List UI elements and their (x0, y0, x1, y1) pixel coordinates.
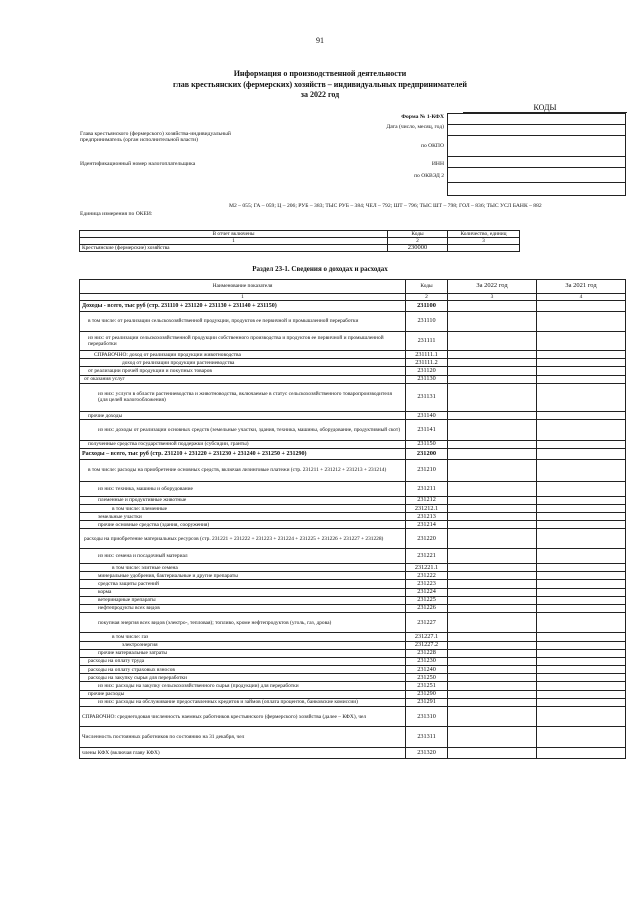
row-value-2021[interactable] (537, 412, 626, 420)
row-value-2022[interactable] (448, 521, 537, 529)
row-indicator-name: СПРАВОЧНО: доход от реализации продукции животноводства (80, 351, 406, 359)
report-header-qty: Количество, единиц (448, 231, 520, 238)
row-value-2021[interactable] (537, 682, 626, 690)
row-code: 231227.1 (406, 633, 448, 641)
table-row (80, 448, 626, 459)
row-value-2022[interactable] (448, 448, 537, 459)
row-value-2022[interactable] (448, 682, 537, 690)
row-value-2021[interactable] (537, 367, 626, 375)
row-value-2021[interactable] (537, 588, 626, 596)
row-value-2021[interactable] (537, 301, 626, 312)
okved-label: по ОКВЭД 2 (414, 173, 444, 179)
table-row (80, 481, 626, 496)
row-code: 231222 (406, 572, 448, 580)
row-indicator-name: в том числе: расходы на приобретение основных средств, включая лизинговые платежи (стр. 231211 + 231212 + 231213 + 231214) (80, 460, 406, 481)
row-value-2022[interactable] (448, 572, 537, 580)
row-value-2021[interactable] (537, 706, 626, 726)
row-code: 231213 (406, 513, 448, 521)
table-row (80, 641, 626, 649)
main-table-body (80, 301, 626, 759)
row-value-2021[interactable] (537, 633, 626, 641)
title-line-1: Информация о производственной деятельности (233, 69, 407, 78)
row-value-2022[interactable] (448, 613, 537, 633)
table-row (80, 613, 626, 633)
row-value-2021[interactable] (537, 331, 626, 350)
row-value-2021[interactable] (537, 460, 626, 481)
row-value-2022[interactable] (448, 301, 537, 312)
row-indicator-name: минеральные удобрения, бактериальные и другие препараты (80, 572, 406, 580)
header-2021: За 2021 год (537, 280, 626, 294)
row-value-2021[interactable] (537, 747, 626, 758)
table-row (80, 383, 626, 412)
row-indicator-name: полученные средства государственной поддержки (субсидии, гранты) (80, 440, 406, 448)
table-row (80, 682, 626, 690)
row-code: 231310 (406, 706, 448, 726)
row-indicator-name: расходы на оплату страховых взносов (80, 666, 406, 674)
row-code: 231240 (406, 666, 448, 674)
row-indicator-name: из них: расходы на обслуживание предоставленных кредитов и займов (оплата процентов, банковские комиссии) (80, 698, 406, 706)
report-row-name: Крестьянские (фермерские) хозяйства (80, 245, 388, 252)
row-value-2022[interactable] (448, 674, 537, 682)
row-indicator-name: расходы на закупку сырья для переработки (80, 674, 406, 682)
row-indicator-name: прочие основные средства (здания, сооружения) (80, 521, 406, 529)
row-value-2022[interactable] (448, 375, 537, 383)
row-indicator-name: нефтепродукты всех видов (80, 604, 406, 612)
row-code: 231230 (406, 657, 448, 665)
row-indicator-name: от реализации прочей продукции и покупных товаров (80, 367, 406, 375)
row-code: 231228 (406, 649, 448, 657)
row-code: 231223 (406, 580, 448, 588)
table-row (80, 460, 626, 481)
okpo-label: по ОКПО (420, 143, 444, 149)
row-value-2022[interactable] (448, 649, 537, 657)
row-value-2021[interactable] (537, 649, 626, 657)
table-row (80, 690, 626, 698)
report-table-row (80, 245, 520, 252)
document-title (0, 69, 640, 101)
row-indicator-name: из них: расходы на закупку сельскохозяйственного сырья (продукции) для переработки (80, 682, 406, 690)
row-value-2021[interactable] (537, 496, 626, 504)
row-value-2021[interactable] (537, 674, 626, 682)
row-code: 231224 (406, 588, 448, 596)
unit-value: М2 – 055; ГА – 059; Ц – 206; РУБ – 383; ТЫС РУБ – 384; ЧЕЛ – 792; ШТ – 796; ТЫС ШТ – 798; ГОЛ – 836; ТЫС УСЛ БАНК – 882 (229, 203, 542, 209)
row-code: 231111.2 (406, 359, 448, 367)
row-code: 231311 (406, 727, 448, 747)
section-title: Раздел 23-1. Сведения о доходах и расходах (252, 265, 388, 273)
col-num-1: 1 (80, 294, 406, 301)
table-row (80, 351, 626, 359)
row-value-2021[interactable] (537, 481, 626, 496)
code-cell-extra[interactable] (447, 157, 626, 168)
row-indicator-name: Доходы - всего, тыс руб (стр. 231110 + 231120 + 231130 + 231140 + 231150) (80, 301, 406, 312)
row-indicator-name: электроэнергия (80, 641, 406, 649)
code-cell-form[interactable] (447, 113, 626, 125)
row-value-2021[interactable] (537, 351, 626, 359)
row-value-2022[interactable] (448, 383, 537, 412)
table-row (80, 649, 626, 657)
report-row-code: 230000 (388, 245, 448, 252)
row-value-2022[interactable] (448, 420, 537, 440)
row-code: 231100 (406, 301, 448, 312)
row-value-2022[interactable] (448, 666, 537, 674)
row-indicator-name: прочие материальные затраты (80, 649, 406, 657)
row-indicator-name: в том числе: от реализации сельскохозяйственной продукции, продуктов ее первичной и промышленной переработки (80, 312, 406, 331)
row-code: 231111.1 (406, 351, 448, 359)
table-row (80, 375, 626, 383)
title-line-3: за 2022 год (300, 90, 340, 99)
row-code: 231227.2 (406, 641, 448, 649)
row-code: 231212 (406, 496, 448, 504)
unit-label: Единица измерения по ОКЕИ: (80, 211, 153, 217)
row-value-2021[interactable] (537, 359, 626, 367)
table-row (80, 747, 626, 758)
table-row (80, 312, 626, 331)
row-value-2021[interactable] (537, 529, 626, 548)
row-code: 231210 (406, 460, 448, 481)
row-value-2022[interactable] (448, 359, 537, 367)
row-value-2021[interactable] (537, 572, 626, 580)
row-value-2021[interactable] (537, 564, 626, 572)
row-indicator-name: СПРАВОЧНО: среднегодовая численность наемных работников крестьянского (фермерского) хозяйства (далее – КФХ), чел (80, 706, 406, 726)
inn-label: ИНН (431, 161, 444, 167)
table-row (80, 440, 626, 448)
row-indicator-name: расходы на приобретение материальных ресурсов (стр. 231221 + 231222 + 231223 + 231224 + 231225 + 231226 + 231227 + 231228) (80, 529, 406, 548)
row-indicator-name: из них: техника, машины и оборудование (80, 481, 406, 496)
row-value-2021[interactable] (537, 383, 626, 412)
row-indicator-name: расходы на оплату труда (80, 657, 406, 665)
row-value-2022[interactable] (448, 706, 537, 726)
header-name: Наименование показателя (80, 280, 406, 294)
row-indicator-name: средства защиты растений (80, 580, 406, 588)
row-indicator-name: из них: от реализации сельскохозяйственной продукции собственного производства и продуктов ее первичной и промышленной переработки (80, 331, 406, 350)
row-value-2022[interactable] (448, 505, 537, 513)
table-row (80, 331, 626, 350)
row-indicator-name: от оказания услуг (80, 375, 406, 383)
report-num-2: 2 (388, 238, 448, 245)
main-table-header (80, 280, 626, 294)
table-row (80, 604, 626, 612)
row-value-2022[interactable] (448, 412, 537, 420)
report-table-nums (80, 238, 520, 245)
row-value-2021[interactable] (537, 513, 626, 521)
row-code: 231227 (406, 613, 448, 633)
table-row (80, 359, 626, 367)
table-row (80, 548, 626, 563)
row-value-2022[interactable] (448, 580, 537, 588)
title-line-2: глав крестьянских (фермерских) хозяйств – индивидуальных предпринимателей (173, 79, 467, 89)
table-row (80, 521, 626, 529)
row-code: 231251 (406, 682, 448, 690)
row-code: 231130 (406, 375, 448, 383)
table-row (80, 564, 626, 572)
table-row (80, 367, 626, 375)
row-value-2021[interactable] (537, 698, 626, 706)
row-indicator-name: покупная энергия всех видов (электро-, тепловая); топливо, кроме нефтепродуктов (уголь, газ, дрова) (80, 613, 406, 633)
row-value-2022[interactable] (448, 481, 537, 496)
row-value-2022[interactable] (448, 351, 537, 359)
row-value-2022[interactable] (448, 312, 537, 331)
row-code: 231221.1 (406, 564, 448, 572)
main-table-nums (80, 294, 626, 301)
row-indicator-name: в том числе: элитные семена (80, 564, 406, 572)
row-indicator-name: корма (80, 588, 406, 596)
table-row (80, 412, 626, 420)
table-row (80, 301, 626, 312)
table-row (80, 674, 626, 682)
report-table-header (80, 231, 520, 238)
row-value-2021[interactable] (537, 420, 626, 440)
row-value-2022[interactable] (448, 548, 537, 563)
code-cell-date[interactable] (447, 125, 626, 136)
row-indicator-name: земельные участки (80, 513, 406, 521)
row-value-2021[interactable] (537, 440, 626, 448)
table-row (80, 706, 626, 726)
row-value-2022[interactable] (448, 588, 537, 596)
col-num-2: 2 (406, 294, 448, 301)
row-code: 231214 (406, 521, 448, 529)
row-value-2022[interactable] (448, 747, 537, 758)
table-row (80, 727, 626, 747)
row-code: 231226 (406, 604, 448, 612)
row-code: 231131 (406, 383, 448, 412)
row-value-2022[interactable] (448, 727, 537, 747)
row-code: 231111 (406, 331, 448, 350)
row-code: 231225 (406, 596, 448, 604)
row-indicator-name: в том числе: племенные (80, 505, 406, 513)
row-code: 231140 (406, 412, 448, 420)
table-row (80, 657, 626, 665)
row-value-2022[interactable] (448, 460, 537, 481)
row-value-2022[interactable] (448, 367, 537, 375)
row-code: 231221 (406, 548, 448, 563)
row-indicator-name: доход от реализации продукции растениеводства (80, 359, 406, 367)
row-indicator-name: из них: доходы от реализации основных средств (земельные участки, здания, техника, машины, оборудование, продуктивный скот) (80, 420, 406, 440)
code-cell-okpo[interactable] (447, 136, 626, 157)
header-2022: За 2022 год (448, 280, 537, 294)
row-value-2022[interactable] (448, 596, 537, 604)
row-indicator-name: племенные и продуктивные животные (80, 496, 406, 504)
row-value-2022[interactable] (448, 698, 537, 706)
report-row-qty[interactable] (448, 245, 520, 252)
row-code: 231291 (406, 698, 448, 706)
row-value-2021[interactable] (537, 505, 626, 513)
row-value-2022[interactable] (448, 604, 537, 612)
inn-title: Идентификационный номер налогоплательщика (80, 161, 196, 167)
report-table (79, 230, 520, 252)
report-header-code: Коды (388, 231, 448, 238)
codes-box (447, 113, 626, 196)
row-value-2022[interactable] (448, 331, 537, 350)
table-row (80, 596, 626, 604)
row-value-2022[interactable] (448, 529, 537, 548)
row-value-2021[interactable] (537, 375, 626, 383)
row-value-2022[interactable] (448, 513, 537, 521)
row-value-2022[interactable] (448, 633, 537, 641)
table-row (80, 529, 626, 548)
row-value-2021[interactable] (537, 548, 626, 563)
code-cell-okved[interactable] (447, 183, 626, 196)
col-num-3: 3 (448, 294, 537, 301)
table-row (80, 588, 626, 596)
row-value-2021[interactable] (537, 657, 626, 665)
row-code: 231141 (406, 420, 448, 440)
row-value-2022[interactable] (448, 496, 537, 504)
row-indicator-name: прочие доходы (80, 412, 406, 420)
row-value-2022[interactable] (448, 564, 537, 572)
header-code: Коды (406, 280, 448, 294)
row-code: 231211 (406, 481, 448, 496)
row-indicator-name: члены КФХ (включая главу КФХ) (80, 747, 406, 758)
table-row (80, 666, 626, 674)
code-cell-inn[interactable] (447, 168, 626, 183)
row-code: 231250 (406, 674, 448, 682)
form-number-label: Форма № 1-КФХ (401, 114, 444, 120)
table-row (80, 513, 626, 521)
income-expense-table (79, 279, 626, 759)
row-code: 231150 (406, 440, 448, 448)
row-value-2021[interactable] (537, 727, 626, 747)
row-value-2021[interactable] (537, 604, 626, 612)
row-indicator-name: Численность постоянных работников по состоянию на 31 декабря, чел (80, 727, 406, 747)
row-indicator-name: из них: услуги в области растениеводства и животноводства, включаемые в статус сельскохозяйственного товаропроизводителя (для целей налогообложения) (80, 383, 406, 412)
row-value-2022[interactable] (448, 440, 537, 448)
row-indicator-name: ветеринарные препараты (80, 596, 406, 604)
row-value-2022[interactable] (448, 690, 537, 698)
table-row (80, 505, 626, 513)
row-indicator-name: прочие расходы (80, 690, 406, 698)
row-value-2022[interactable] (448, 657, 537, 665)
date-label: Дата (число, месяц, год) (386, 124, 444, 130)
row-code: 231212.1 (406, 505, 448, 513)
row-value-2021[interactable] (537, 690, 626, 698)
table-row (80, 633, 626, 641)
row-code: 231200 (406, 448, 448, 459)
row-code: 231220 (406, 529, 448, 548)
row-indicator-name: в том числе: газ (80, 633, 406, 641)
table-row (80, 420, 626, 440)
row-value-2021[interactable] (537, 641, 626, 649)
row-code: 231110 (406, 312, 448, 331)
report-num-1: 1 (80, 238, 388, 245)
table-row (80, 572, 626, 580)
table-row (80, 580, 626, 588)
row-value-2021[interactable] (537, 613, 626, 633)
row-indicator-name: из них: семена и посадочный материал (80, 548, 406, 563)
row-code: 231120 (406, 367, 448, 375)
report-num-3: 3 (448, 238, 520, 245)
codes-header: КОДЫ (533, 103, 557, 112)
row-indicator-name: Расходы – всего, тыс руб (стр. 231210 + 231220 + 231230 + 231240 + 231250 + 231290) (80, 448, 406, 459)
table-row (80, 698, 626, 706)
row-value-2021[interactable] (537, 312, 626, 331)
head-label: Глава крестьянского (фермерского) хозяйства-индивидуальный предприниматель (орган исполнительной власти) (80, 131, 231, 144)
table-row (80, 496, 626, 504)
row-code: 231290 (406, 690, 448, 698)
row-value-2021[interactable] (537, 596, 626, 604)
row-value-2021[interactable] (537, 580, 626, 588)
row-code: 231320 (406, 747, 448, 758)
page-number: 91 (316, 36, 324, 45)
row-value-2022[interactable] (448, 641, 537, 649)
row-value-2021[interactable] (537, 448, 626, 459)
report-header-name: В отчет включены (80, 231, 388, 238)
col-num-4: 4 (537, 294, 626, 301)
row-value-2021[interactable] (537, 666, 626, 674)
row-value-2021[interactable] (537, 521, 626, 529)
